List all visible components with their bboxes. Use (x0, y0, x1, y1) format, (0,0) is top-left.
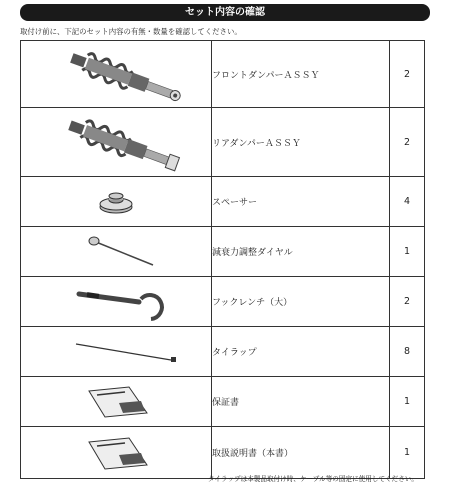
table-row (21, 177, 425, 227)
item-name: スペーサー (212, 177, 390, 227)
table-row (21, 427, 425, 479)
image-cell (21, 41, 212, 108)
rear-damper-icon (21, 108, 211, 176)
table-row (21, 327, 425, 377)
item-qty: 1 (390, 377, 425, 427)
table-row (21, 227, 425, 277)
image-cell (21, 377, 212, 427)
table-row (21, 277, 425, 327)
item-name: フックレンチ（大） (212, 277, 390, 327)
table-row (21, 41, 425, 108)
hook-wrench-icon (21, 277, 211, 326)
item-qty: 2 (390, 41, 425, 108)
item-qty: 4 (390, 177, 425, 227)
table-row (21, 108, 425, 177)
manual-icon (21, 427, 211, 478)
table-row (21, 377, 425, 427)
image-cell (21, 427, 212, 479)
image-cell (21, 108, 212, 177)
item-name: タイラップ (212, 327, 390, 377)
item-qty: 8 (390, 327, 425, 377)
item-name: 減衰力調整ダイヤル (212, 227, 390, 277)
image-cell (21, 177, 212, 227)
parts-table (20, 40, 425, 479)
item-name: フロントダンパーＡＳＳＹ (212, 41, 390, 108)
image-cell (21, 227, 212, 277)
image-cell (21, 327, 212, 377)
item-name: リアダンパーＡＳＳＹ (212, 108, 390, 177)
item-name: 保証書 (212, 377, 390, 427)
warranty-card-icon (21, 377, 211, 426)
item-qty: 1 (390, 227, 425, 277)
adjust-dial-icon (21, 227, 211, 276)
cable-tie-icon (21, 327, 211, 376)
item-qty: 2 (390, 108, 425, 177)
intro-text: 取付け前に、下記のセット内容の有無・数量を確認してください。 (20, 27, 242, 36)
footnote: タイラップは本製品取付け時、ケーブル等の固定に使用してください。 (207, 475, 418, 483)
item-qty: 1 (390, 427, 425, 479)
item-qty: 2 (390, 277, 425, 327)
item-name: 取扱説明書（本書） (212, 427, 390, 479)
section-title: セット内容の確認 (20, 4, 430, 21)
image-cell (21, 277, 212, 327)
front-damper-icon (21, 41, 211, 107)
spacer-icon (21, 177, 211, 226)
